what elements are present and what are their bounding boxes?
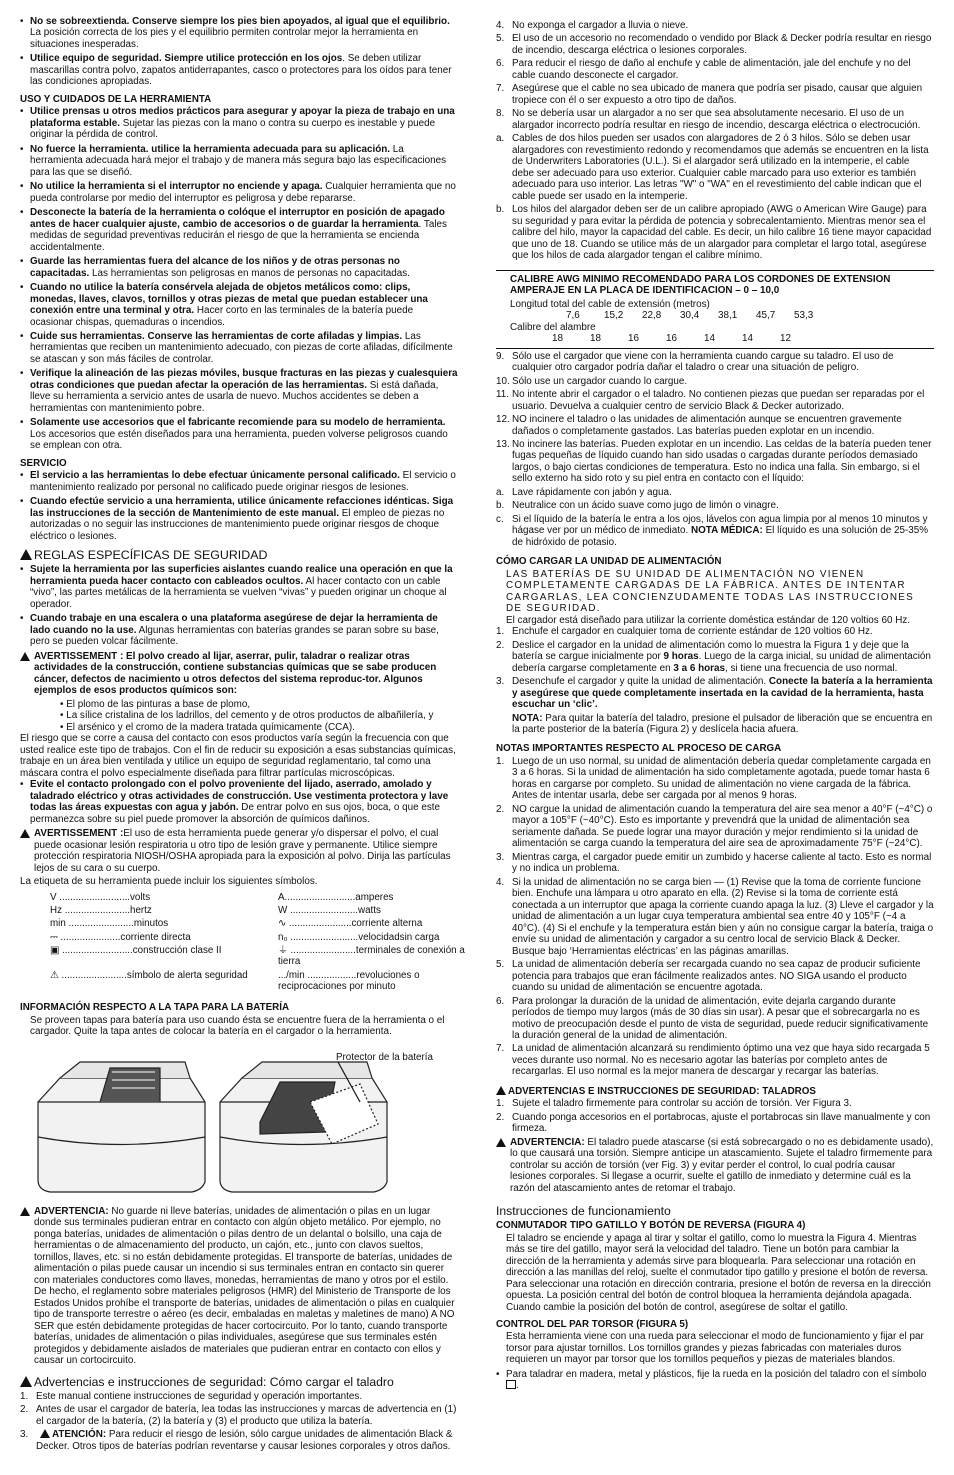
list-item: a. Cables de dos hilos pueden ser usados con alargadores de 2 ó 3 hilos. Sólo se deben usar alargadores con revestimiento redondo y recomendamos que además se encuentren en la lista de Underwriters Laboratories (U.L.). Si el alargador será utilizado en la intemperie, el cable debe ser adecuado para uso exterior. Cualquier cable marcado para uso exterior es también adecuado para uso interior. Las letras "W" o "WA" en el revestimiento del cable indican que el cable puede ser usado en la intemperie. xyxy=(496,133,929,202)
symbol-entry: V ..........................volts xyxy=(50,891,151,903)
list-item: 11. No intente abrir el cargador o el taladro. No contienen piezas que puedan ser reparadas por el usuario. Devuelva a cualquier centro de servicio Black & Decker autorizado. xyxy=(496,389,925,412)
awg-gauge-cell: 18 xyxy=(552,333,563,345)
section-heading-uso: USO Y CUIDADOS DE LA HERRAMIENTA xyxy=(20,93,212,105)
bullet-service-qualified: • El servicio a las herramientas lo debe efectuar únicamente personal calificado. El servicio o mantenimiento realizado por personal no calificado puede originar riesgos de lesiones. xyxy=(20,470,458,493)
awg-length-cell: 45,7 xyxy=(756,310,776,322)
awg-gauge-row xyxy=(552,333,934,344)
section-heading-servicio: SERVICIO xyxy=(20,457,67,469)
bullet-no-force: • No fuerce la herramienta. utilice la herramienta adecuada para su aplicación. La herramienta adecuada hará mejor el trabajo y de manera más segura bajo las especificaciones para las que se diseñó. xyxy=(20,144,458,178)
section-heading-notas: NOTAS IMPORTANTES RESPECTO AL PROCESO DE CARGA xyxy=(496,743,782,755)
warning-icon xyxy=(20,829,30,838)
warning-icon xyxy=(20,549,32,560)
warning-icon xyxy=(496,1138,506,1147)
list-item: 2. Antes de usar el cargador de batería, lea todas las instrucciones y marcas de advertencia en (1) el cargador de la batería, (2) la batería y (3) el producto que utiliza la batería. xyxy=(20,1404,457,1427)
awg-length-cell: 53,3 xyxy=(794,310,814,322)
list-item: 4. Si la unidad de alimentación no se carga bien — (1) Revise que la toma de corriente funcione bien. Enchufe una lámpara u otro aparato en ella. (2) Revise si la toma de corriente está conectada a un interruptor que apaga la corriente cuando apaga la luz. (3) Lleve el cargador y la unidad de alimentación a un lugar cuya temperatura ambiental sea entre 40 y 105°F (~4 a 40°C). (4) Si el enchufe y la temperatura están bien y aún no consigue cargar la batería, traiga o envíe su unidad de alimentación y cargador a su centro local de servicio Black & Decker. Busque bajo ‘Herramientas eléctricas’ en las páginas amarillas. xyxy=(496,876,934,957)
bullet-maintain: • Cuide sus herramientas. Conserve las herramientas de corte afiladas y limpias. Las herramientas que reciben un mantenimiento adecuado, con piezas de corte afiladas, difícilmente se atascan y son más fáciles de controlar. xyxy=(20,331,458,365)
awg-length-row xyxy=(566,310,934,321)
awg-length-cell: 7,6 xyxy=(566,310,580,322)
awg-gauge-cell: 14 xyxy=(704,333,715,345)
list-item: 12. NO incinere el taladro o las unidades de alimentación aunque se encuentren gravemente dañados o completamente gastados. Las baterías pueden explotar en un incendio. xyxy=(496,414,902,437)
left-column xyxy=(20,16,465,1454)
list-item: c. Si el líquido de la batería le entra a los ojos, lávelos con agua limpia por al menos 10 minutos y hágase ver por un médico de inmediato. NOTA MÉDICA: El líquido es una solución de 25-35% de hidróxido de potasio. xyxy=(496,513,929,548)
bullet-safety-equipment: • Utilice equipo de seguridad. Siempre utilice protección en los ojos. Se deben utilizar mascarillas contra polvo, zapatos antiderrapantes, casco o protectores para los oídos para tener las condiciones apropiadas. xyxy=(20,53,458,87)
awg-table-title: CALIBRE AWG MINIMO RECOMENDADO PARA LOS CORDONES DE EXTENSION AMPERAJE EN LA PLACA DE IDENTIFICACION – 0 – 10,0 xyxy=(510,273,891,297)
bullet-accessories: • Solamente use accesorios que el fabricante recomiende para su modelo de herramienta. Los accesorios que estén diseñados para una herramienta, pueden volverse peligrosos cuando se emplean con otra. xyxy=(20,417,458,451)
warning-icon xyxy=(20,1376,32,1387)
note-battery-release: NOTA: Para quitar la batería del taladro, presione el pulsador de liberación que se encuentra en la parte posterior de la batería (Figura 2) y deslícela hacia afuera. xyxy=(512,712,933,735)
risk-paragraph: El riesgo que se corre a causa del contacto con esos productos varía según la frecuencia con que usted realice este tipo de trabajos. Con el fin de reducir su exposición a esas substancias químicas, trabaje en un área bien ventilada y utilice un equipo de seguridad reglamentario, tal como una máscara contra el polvo especialmente diseñada para filtrar partículas microscópicas. xyxy=(20,733,456,779)
battery-cap-figure xyxy=(20,1042,458,1202)
awg-length-cell: 22,8 xyxy=(642,310,662,322)
symbol-entry: ∿ .......................corriente alterna xyxy=(278,918,423,930)
list-item: 1. Este manual contiene instrucciones de seguridad y operación importantes. xyxy=(20,1390,363,1402)
symbol-entry: A..........................amperes xyxy=(278,891,394,903)
list-item: 13. No incinere las baterías. Pueden explotar en un incendio. Las celdas de la batería pueden tener fugas pequeñas de líquido cuando han sido usadas o cargadas durante períodos demasiado largos, o bajo ciertas condiciones de temperatura. Esto no indica una falla. Sin embargo, si el sello externo ha sido roto y su piel entra en contacto con el líquido: xyxy=(496,438,932,485)
list-item: 5. El uso de un accesorio no recomendado o vendido por Black & Decker podría resultar en riesgo de incendio, descarga eléctrica o lesiones corporales. xyxy=(496,33,932,56)
tapa-paragraph: Se proveen tapas para batería para uso cuando ésta se encuentre fuera de la herramienta o el cargador. Quite la tapa antes de colocar la batería en el cargador o la herramienta. xyxy=(30,1014,445,1038)
list-item: 6. Para prolongar la duración de la unidad de alimentación, evite dejarla cargando durante períodos de tiempo muy largos (más de 30 días sin usar). A pesar que el sobrecargarla no es motivo de preocupación desde el punto de vista de seguridad, puede reducir significativamente la duración general de la unidad de alimentación. xyxy=(496,995,929,1041)
list-item: 3. Desenchufe el cargador y quite la unidad de alimentación. Conecte la batería a la herramienta y asegúrese que quede completamente insertada en la cavidad de la herramienta, hasta escuchar un ‘clic’. xyxy=(496,676,933,711)
list-item: 1. Enchufe el cargador en cualquier toma de corriente estándar de 120 voltios 60 Hz. xyxy=(496,626,873,638)
bullet-battery-metal: • Cuando no utilice la batería consérvela alejada de objetos metálicos como: clips, monedas, llaves, clavos, tornillos y otras piezas de metal que puedan establecer una conexión entre una terminal y otra. Hacer corto en las terminales de la batería puede ocasionar chispas, quemaduras o incendios. xyxy=(20,282,458,328)
section-heading-tapa: INFORMACIÓN RESPECTO A LA TAPA PARA LA BATERÍA xyxy=(20,1002,290,1014)
list-item: 2. Cuando ponga accesorios en el portabrocas, ajuste el portabrocas sin llave manualmente y con firmeza. xyxy=(496,1111,931,1135)
awg-gauge-label: Calibre del alambre xyxy=(510,321,596,333)
awg-gauge-cell: 12 xyxy=(780,333,791,345)
right-column xyxy=(496,20,934,1395)
list-item: b. Los hilos del alargador deben ser de un calibre apropiado (AWG o American Wire Gauge) para su seguridad y para evitar la pérdida de potencia y sobrecalentamiento. Mientras menor sea el calibre del hilo, mayor la capacidad del cable. Es decir, un hilo calibre 16 tiene mayor capacidad que uno de 18. Cuando se utilice más de un alargador para completar el largo total, asegúrese que los hilos de cada alargador tengan el calibre mínimo. xyxy=(496,204,932,262)
bullet-alignment: • Verifique la alineación de las piezas móviles, busque fracturas en las piezas y cualesquiera otras condiciones que puedan afectar la operación de las herramientas. Si está dañada, lleve su herramienta a servicio antes de usarla de nuevo. Muchos accidentes se deben a herramientas con mantenimiento pobre. xyxy=(20,368,458,414)
chemical-item: • El arsénico y el cromo de la madera tratada químicamente (CCA). xyxy=(60,721,355,733)
symbol-entry: W .........................watts xyxy=(278,904,381,916)
bullet-switch: • No utilice la herramienta si el interruptor no enciende y apaga. Cualquier herramienta que no pueda controlarse por medio del interruptor es peligrosa y debe repararse. xyxy=(20,181,458,204)
section-heading-taladros: ADVERTENCIAS E INSTRUCCIONES DE SEGURIDAD: TALADROS xyxy=(496,1086,934,1097)
bullet-overreach: • No se sobreextienda. Conserve siempre los pies bien apoyados, al igual que el equilibrio. La posición correcta de los pies y el equilibrio permiten controlar mejor la herramienta en situaciones inesperadas. xyxy=(20,16,458,50)
symbol-entry: min ........................minutos xyxy=(50,918,169,930)
awg-gauge-cell: 14 xyxy=(742,333,753,345)
list-item: 3. ATENCIÓN: Para reducir el riesgo de lesión, sólo cargue unidades de alimentación Black & Decker. Otros tipos de baterías podrían reventarse y causar lesiones corporales y otros daños. xyxy=(20,1429,453,1452)
list-item: 1. Sujete el taladro firmemente para controlar su acción de torsión. Ver Figura 3. xyxy=(496,1098,852,1110)
heading-operation: Instrucciones de funcionamiento xyxy=(496,1204,671,1219)
drill-symbol-icon xyxy=(506,1380,516,1389)
list-item: 4. No exponga el cargador a lluvia o nieve. xyxy=(496,20,689,31)
warning-icon xyxy=(20,1207,30,1216)
warning-drill-stall: ADVERTENCIA: El taladro puede atascarse (si está sobrecargado o no es debidamente usado), lo que causará una torsión. Siempre anticipe un atascamiento. Sujete el taladro firmemente para controlar su acción de torsión (ver Fig. 3) y evitar perder el control, lo cual podría causar lesiones corporales. Si llegase a ocurrir, suelte el gatillo de inmediato y determine cuál es la razón del atascamiento antes de retomar el trabajo. xyxy=(496,1137,934,1194)
list-item: 9. Sólo use el cargador que viene con la herramienta cuando cargue su taladro. El uso de cualquier otro cargador podría dañar el taladro o crear una situación de peligro. xyxy=(496,350,894,374)
chemical-item: • La sílice cristalina de los ladrillos, del cemento y de otros productos de albañilería, y xyxy=(60,710,434,722)
list-item: 7. La unidad de alimentación alcanzará su rendimiento óptimo una vez que haya sido recargada 5 veces durante uso normal. No es necesario agotar las baterías por completo antes de recargarlas. El uso normal es la mejor manera de descargar y recargar las baterías. xyxy=(496,1043,930,1078)
bullet-clamps: • Utilice prensas u otros medios prácticos para asegurar y apoyar la pieza de trabajo en una plataforma estable. Sujetar las piezas con la mano o contra su cuerpo es inestable y puede originar la pérdida de control. xyxy=(20,106,458,140)
battery-illustration xyxy=(20,1042,458,1202)
figure-label-protector: Protector de la batería xyxy=(336,1051,433,1063)
label-symbols-intro: La etiqueta de su herramienta puede incluir los siguientes símbolos. xyxy=(20,876,318,888)
list-item: b. Neutralice con un ácido suave como jugo de limón o vinagre. xyxy=(496,500,779,512)
list-item: 2. Deslice el cargador en la unidad de alimentación como lo muestra la Figura 1 y deje que la batería se cargue inicialmente por 9 horas. Luego de la carga inicial, su unidad de alimentación debería cargarse completamente en 3 a 6 horas, si tiene una frecuencia de uso normal. xyxy=(496,639,931,674)
list-item: 7. Asegúrese que el cable no sea ubicado de manera que podría ser pisado, causar que alguien tropiece con él o ser expuesto a otro tipo de daños. xyxy=(496,83,923,106)
bullet-ladder: • Cuando trabaje en una escalera o una plataforma asegúrese de dejar la herramienta de lado cuando no la use. Algunas herramientas con baterías grandes se paran sobre su base, pero se pueden volcar fácilmente. xyxy=(20,613,458,647)
awg-gauge-cell: 16 xyxy=(628,333,639,345)
bullet-drill-setting: • Para taladrar en madera, metal y plásticos, fije la rueda en la posición del taladro con el símbolo . xyxy=(496,1369,934,1392)
bullet-dust-contact: • Evite el contacto prolongado con el polvo proveniente del lijado, aserrado, amolado y taladrado eléctrico y otras actividades de construcción. Use vestimenta protectora y lave todas las áreas expuestas con agua y jabón. De entrar polvo en sus ojos, boca, o que este permanezca sobre su piel puede promover la absorción de químicos dañinos. xyxy=(20,779,458,825)
list-item: 5. La unidad de alimentación debería ser recargada cuando no sea capaz de producir suficiente potencia para trabajos que eran fácilmente realizados antes. NO SIGA usando el producto cuando su unidad de alimentación se encuentre agotada. xyxy=(496,959,921,994)
torque-paragraph: Esta herramienta viene con una rueda para seleccionar el modo de funcionamiento y fijar el par torsor para ajustar tornillos. Los tornillos grandes y piezas fabricadas con materiales duros requieren un mayor par torsor que los tornillos pequeños y piezas de materiales blandos. xyxy=(506,1331,924,1366)
warning-icon xyxy=(496,1086,506,1095)
symbols-table xyxy=(50,891,465,993)
list-item: 6. Para reducir el riesgo de daño al enchufe y cable de alimentación, jale del enchufe y no del cable cuando desconecte el cargador. xyxy=(496,58,911,81)
section-heading-torque: CONTROL DEL PAR TORSOR (FIGURA 5) xyxy=(496,1319,689,1331)
awg-gauge-cell: 16 xyxy=(666,333,677,345)
symbol-entry: .../min ..................revoluciones o reciprocaciones por minuto xyxy=(278,969,420,993)
awg-table xyxy=(496,270,934,349)
awg-gauge-cell: 18 xyxy=(590,333,601,345)
bullet-insulated: • Sujete la herramienta por las superficies aislantes cuando realice una operación en que la herramienta pueda hacer contacto con cableados ocultos. Al hacer contacto con un cable “vivo”, las partes metálicas de la herramienta se vuelven “vivas” y pueden originar un choque al operador. xyxy=(20,564,458,610)
list-item: 3. Mientras carga, el cargador puede emitir un zumbido y hacerse caliente al tacto. Esto es normal y no indica un problema. xyxy=(496,851,932,875)
warning-dust: AVERTISSEMENT : El polvo creado al lijar, aserrar, pulir, taladrar o realizar otras actividades de la construcción, contiene substancias químicas que se sabe producen cáncer, defectos de nacimiento u otros defectos del sistema reproduc-tor. Algunos ejemplos de esos productos químicos son: xyxy=(20,651,458,697)
warning-transport: ADVERTENCIA: No guarde ni lleve baterías, unidades de alimentación o pilas en un lugar donde sus terminales pudieran entrar en contacto con algún objeto metálico. Por ejemplo, no ponga baterías, unidades de alimentación o pilas dentro de un delantal o bolsillo, una caja de herramientas o de almacenamiento del producto, un cajón, etc., junto con clavos sueltos, tornillos, llaves, etc. si no están debidamente protegidas. El transporte de baterías, unidades de alimentación o pilas puede causar un incendio si sus terminales entran en contacto sin querer con materiales conductores como llaves, monedas, herramientas de mano y otros por el estilo. De hecho, el reglamento sobre materiales peligrosos (HMR) del Ministerio de Transporte de los Estados Unidos prohíbe el transporte de baterías, unidades de alimentación o pilas en cualquier tipo de transporte terrestre o aéreo (es decir, embaladas en maletas y maletines de mano) A NO SER que estén debidamente protegidas de hacer cortocircuito. Por lo tanto, cuando transporte baterías, unidades de alimentación o pilas individuales, asegúrese que sus terminales estén protegidos y debidamente aislados de materiales que pudieran entrar en contacto con ellos y causar un cortocircuito. xyxy=(20,1206,458,1367)
charger-voltage: El cargador está diseñado para utilizar la corriente doméstica estándar de 120 voltios 60 Hz. xyxy=(506,614,911,626)
bullet-store: • Guarde las herramientas fuera del alcance de los niños y de otras personas no capacitadas. Las herramientas son peligrosas en manos de personas no capacitadas. xyxy=(20,256,458,279)
bullet-disconnect: • Desconecte la batería de la herramienta o colóque el interruptor en posición de apagado antes de hacer cualquier ajuste, cambio de accesorios o de guardar la herramienta. Tales medidas de seguridad preventivas reducirán el riesgo de que la herramienta se encienda accidentalmente. xyxy=(20,207,458,253)
heading-reglas: REGLAS ESPECÍFICAS DE SEGURIDAD xyxy=(20,548,458,562)
warning-icon xyxy=(20,652,30,661)
section-heading-cargar: CÓMO CARGAR LA UNIDAD DE ALIMENTACIÓN xyxy=(496,556,722,568)
awg-length-label: Longitud total del cable de extensión (metros) xyxy=(510,298,710,310)
awg-length-cell: 30,4 xyxy=(680,310,700,322)
list-item: 1. Luego de un uso normal, su unidad de alimentación debería quedar completamente cargada en 3 a 6 horas. Si la unidad de alimentación ha sido completamente agotada, puede tomar hasta 6 horas en cargarse por completo. Su unidad de alimentación no viene cargada de la fábrica. Antes de intentar usarla, debe ser cargada por al menos 9 horas. xyxy=(496,755,931,802)
warning-respiratory: AVERTISSEMENT :El uso de esta herramienta puede generar y/o dispersar el polvo, el cual puede ocasionar lesión respiratoria u otro tipo de lesión grave y permanente. Utilice siempre protección respiratoria NIOSH/OSHA apropiada para la exposición al polvo. Dirija las partículas lejos de su cara o su cuerpo. xyxy=(20,828,458,874)
symbol-entry: ▣ ..........................construcción clase II xyxy=(50,945,222,956)
caps-notice: LAS BATERÍAS DE SU UNIDAD DE ALIMENTACIÓN NO VIENEN COMPLETAMENTE CARGADAS DE LA FÁBRICA. ANTES DE INTENTAR CARGARLAS, LEA CONCIENZUDAMENTE TODAS LAS INSTRUCCIONES DE SEGURIDAD. xyxy=(506,568,915,615)
list-item: 8. No se debería usar un alargador a no ser que sea absolutamente necesario. El uso de un alargador incorrecto podría resultar en riesgo de incendio, descarga eléctrica o electrocución. xyxy=(496,108,921,131)
symbol-entry: n₀ .........................velocidadsin carga xyxy=(278,931,440,943)
section-heading-conmutador: CONMUTADOR TIPO GATILLO Y BOTÓN DE REVERSA (FIGURA 4) xyxy=(496,1220,806,1232)
awg-length-cell: 15,2 xyxy=(604,310,624,322)
awg-length-cell: 38,1 xyxy=(718,310,738,322)
chemical-item: • El plomo de las pinturas a base de plomo, xyxy=(60,698,251,710)
heading-charging-safety: Advertencias e instrucciones de seguridad: Cómo cargar el taladro xyxy=(20,1375,458,1389)
trigger-paragraph: El taladro se enciende y apaga al tirar y soltar el gatillo, como lo muestra la Figura 4. Mientras más se tire del gatillo, mayor será la velocidad del taladro. Tiene un botón para cambiar la dirección de la herramienta y además sirve para bloquearla. Para seleccionar una rotación en dirección a las manillas del reloj, suelte el conmutador tipo gatillo y presione el botón de reversa. Para seleccionar una rotación en dirección contraria, presione el botón de reversa en la dirección opuesta. La posición central del botón de control bloquea la herramienta dejándola apagada. Cuando cambie la posición del botón de control, asegúrese de soltar el gatillo. xyxy=(506,1232,931,1313)
bullet-service-parts: • Cuando efectúe servicio a una herramienta, utilice únicamente refacciones idénticas. Siga las instrucciones de la sección de Mantenimiento de este manual. El empleo de piezas no autorizadas o no seguir las instrucciones de mantenimiento puede originar riesgos de choque eléctrico o lesiones. xyxy=(20,496,458,542)
symbol-entry: ⎓ ......................corriente directa xyxy=(50,931,191,943)
symbol-entry: Hz ........................hertz xyxy=(50,904,152,916)
symbol-entry: ⏚ ........................terminales de conexión a tierra xyxy=(278,945,465,968)
warning-icon xyxy=(40,1429,50,1438)
list-item: 2. NO cargue la unidad de alimentación cuando la temperatura del aire sea menor a 40°F (~4°C) o mayor a 105°F (~40°C). Esto es importante y prevendrá que la unidad de alimentación sea seriamente dañada. Se puede lograr una mayor duración y mejor rendimiento si la unidad de alimentación se carga cuando la temperatura del aire sea de aproximadamente 75°F (~24°C). xyxy=(496,803,933,850)
list-item: 10. Sólo use un cargador cuando lo cargue. xyxy=(496,375,688,387)
symbol-entry: ⚠ ........................símbolo de alerta seguridad xyxy=(50,969,248,981)
list-item: a. Lave rápidamente con jabón y agua. xyxy=(496,486,672,498)
